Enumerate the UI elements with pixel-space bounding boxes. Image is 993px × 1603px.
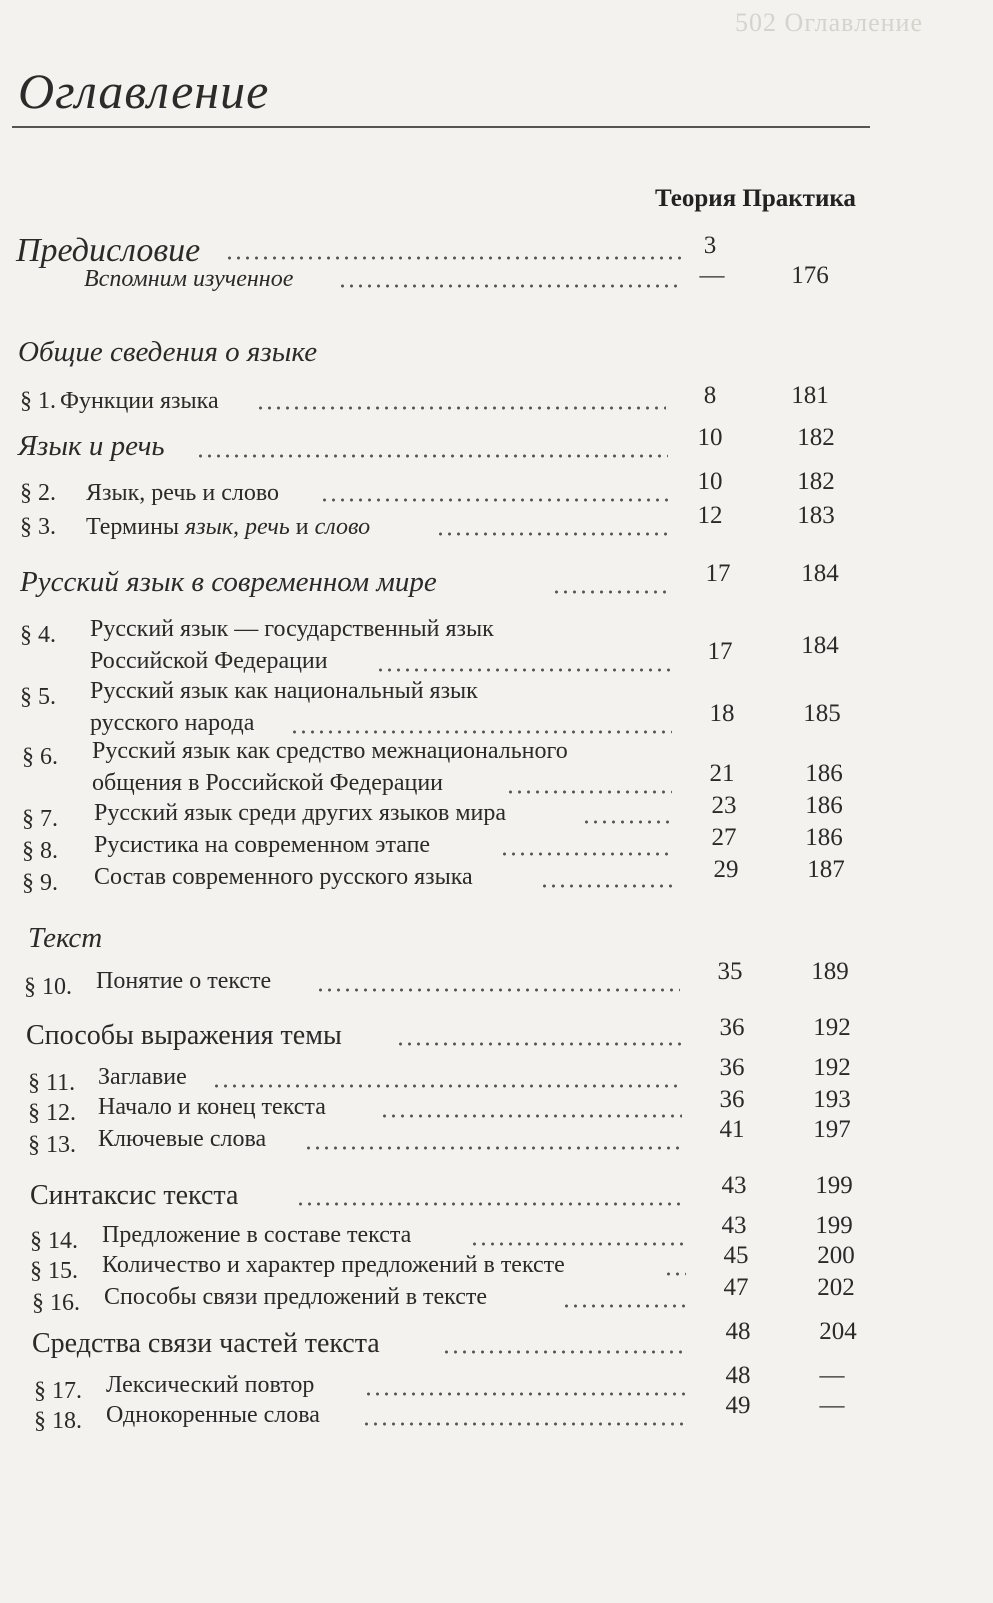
theory-page: 48 bbox=[725, 1318, 751, 1345]
practice-page: 192 bbox=[813, 1014, 851, 1041]
toc-row bbox=[0, 1116, 993, 1160]
page-title: Оглавление bbox=[18, 63, 270, 119]
theory-page: 29 bbox=[713, 856, 739, 883]
leader-dots bbox=[304, 1146, 684, 1150]
practice-page: 183 bbox=[797, 502, 835, 529]
practice-page: 184 bbox=[801, 560, 839, 587]
item-number: § 13. bbox=[28, 1132, 76, 1158]
theory-page: 47 bbox=[723, 1274, 749, 1301]
toc-row bbox=[0, 336, 993, 370]
item-number: § 2. bbox=[20, 480, 56, 506]
leader-dots bbox=[225, 256, 685, 260]
item-label: Русский язык как национальный язык bbox=[90, 678, 478, 704]
toc-row bbox=[0, 856, 993, 898]
theory-page: 10 bbox=[697, 468, 723, 495]
item-number: § 12. bbox=[28, 1100, 76, 1126]
item-label-line2: общения в Российской Федерации bbox=[92, 770, 444, 796]
toc-row bbox=[0, 1014, 993, 1054]
section-label: Текст bbox=[28, 922, 103, 954]
leader-dots bbox=[552, 590, 670, 594]
leader-dots bbox=[442, 1350, 686, 1354]
toc-row bbox=[0, 262, 993, 296]
practice-page: 197 bbox=[813, 1116, 851, 1143]
item-label: Вспомним изученное bbox=[84, 266, 294, 292]
toc-row bbox=[0, 424, 993, 464]
theory-page: 27 bbox=[711, 824, 737, 851]
practice-page: 202 bbox=[817, 1274, 855, 1301]
item-number: § 9. bbox=[22, 870, 58, 896]
leader-dots bbox=[500, 852, 674, 856]
leader-dots bbox=[256, 406, 666, 410]
toc-row bbox=[0, 1318, 993, 1362]
practice-page: 187 bbox=[807, 856, 845, 883]
toc-row bbox=[0, 1392, 993, 1436]
item-number: § 16. bbox=[32, 1290, 80, 1316]
leader-dots bbox=[290, 730, 672, 734]
item-label: Язык, речь и слово bbox=[86, 480, 279, 506]
practice-page: 182 bbox=[797, 424, 835, 451]
practice-page: — bbox=[819, 1362, 845, 1389]
toc-row bbox=[0, 958, 993, 1002]
leader-dots bbox=[320, 498, 668, 502]
item-number: § 6. bbox=[22, 744, 58, 770]
section-label: Общие сведения о языке bbox=[18, 336, 318, 368]
theory-page: 43 bbox=[721, 1172, 747, 1199]
theory-page: 48 bbox=[725, 1362, 751, 1389]
practice-page: 193 bbox=[813, 1086, 851, 1113]
toc-row bbox=[0, 1274, 993, 1318]
leader-dots bbox=[396, 1042, 682, 1046]
theory-page: 3 bbox=[703, 232, 717, 259]
item-label: Заглавие bbox=[98, 1064, 187, 1090]
theory-page: 43 bbox=[721, 1212, 747, 1239]
practice-page: 189 bbox=[811, 958, 849, 985]
item-number: § 15. bbox=[30, 1258, 78, 1284]
item-number: § 18. bbox=[34, 1408, 82, 1434]
leader-dots bbox=[380, 1114, 682, 1118]
item-number: § 17. bbox=[34, 1378, 82, 1404]
item-label-line2: Российской Федерации bbox=[90, 648, 328, 674]
leader-dots bbox=[506, 790, 672, 794]
leader-dots bbox=[196, 454, 668, 458]
item-label: Состав современного русского языка bbox=[94, 864, 473, 890]
theory-page: 36 bbox=[719, 1014, 745, 1041]
subsection-label: Средства связи частей текста bbox=[32, 1328, 380, 1359]
item-number: § 14. bbox=[30, 1228, 78, 1254]
practice-page: 186 bbox=[805, 824, 843, 851]
bleed-through-header: 502 Оглавление bbox=[735, 8, 923, 37]
section-label: Язык и речь bbox=[18, 430, 165, 462]
leader-dots bbox=[376, 668, 670, 672]
practice-page: 200 bbox=[817, 1242, 855, 1269]
item-number: § 7. bbox=[22, 806, 58, 832]
toc-row bbox=[0, 922, 993, 956]
practice-page: 182 bbox=[797, 468, 835, 495]
toc-row bbox=[0, 502, 993, 542]
item-label: Русский язык среди других языков мира bbox=[94, 800, 507, 826]
theory-page: 12 bbox=[697, 502, 723, 529]
item-label: Начало и конец текста bbox=[98, 1094, 326, 1120]
item-label: Русистика на современном этапе bbox=[94, 832, 431, 858]
practice-page: 204 bbox=[819, 1318, 857, 1345]
leader-dots bbox=[540, 884, 676, 888]
section-label: Русский язык в современном мире bbox=[20, 566, 437, 598]
toc-row bbox=[0, 232, 993, 269]
theory-page: 41 bbox=[719, 1116, 745, 1143]
leader-dots bbox=[296, 1202, 684, 1206]
item-label: Понятие о тексте bbox=[96, 968, 272, 994]
item-number: § 4. bbox=[20, 622, 56, 648]
item-label: Количество и характер предложений в тексте bbox=[102, 1252, 565, 1278]
practice-page: 184 bbox=[801, 632, 839, 659]
leader-dots bbox=[582, 820, 674, 824]
item-number: § 1. bbox=[20, 388, 56, 414]
theory-page: 45 bbox=[723, 1242, 749, 1269]
leader-dots bbox=[470, 1242, 684, 1246]
leader-dots bbox=[362, 1422, 686, 1426]
practice-page: 199 bbox=[815, 1172, 853, 1199]
practice-page: 186 bbox=[805, 760, 843, 787]
item-number: § 5. bbox=[20, 684, 56, 710]
practice-page: 186 bbox=[805, 792, 843, 819]
leader-dots bbox=[436, 532, 668, 536]
practice-page: 199 bbox=[815, 1212, 853, 1239]
item-number: § 10. bbox=[24, 974, 72, 1000]
leader-dots bbox=[338, 284, 683, 288]
theory-page: 35 bbox=[717, 958, 743, 985]
col-theory-label: Теория bbox=[655, 185, 737, 212]
item-label: Предложение в составе текста bbox=[102, 1222, 412, 1248]
theory-page: 36 bbox=[719, 1086, 745, 1113]
title-rule bbox=[12, 126, 870, 128]
item-label: Функции языка bbox=[60, 388, 219, 414]
leader-dots bbox=[364, 1392, 686, 1396]
subsection-label: Синтаксис текста bbox=[30, 1180, 239, 1211]
toc-row bbox=[0, 382, 993, 416]
theory-page: 17 bbox=[705, 560, 731, 587]
item-number: § 11. bbox=[28, 1070, 76, 1096]
item-label: Однокоренные слова bbox=[106, 1402, 320, 1428]
column-headers bbox=[655, 185, 856, 213]
section-label: Предисловие bbox=[16, 232, 201, 269]
theory-page: 49 bbox=[725, 1392, 751, 1419]
col-practice-label: Практика bbox=[742, 185, 856, 212]
subsection-label: Способы выражения темы bbox=[26, 1020, 342, 1051]
leader-dots bbox=[212, 1084, 682, 1088]
practice-page: 181 bbox=[791, 382, 829, 409]
theory-page: 8 bbox=[703, 382, 717, 409]
item-label: Термины язык, речь и слово bbox=[86, 514, 371, 540]
item-label: Способы связи предложений в тексте bbox=[104, 1284, 488, 1310]
item-label: Русский язык — государственный язык bbox=[90, 616, 494, 642]
practice-page: 192 bbox=[813, 1054, 851, 1081]
toc-row bbox=[0, 1172, 993, 1214]
item-label: Лексический повтор bbox=[106, 1372, 315, 1398]
toc-row bbox=[0, 616, 993, 686]
item-label: Русский язык как средство межнационального bbox=[92, 738, 568, 764]
item-label: Ключевые слова bbox=[98, 1126, 267, 1152]
theory-page: — bbox=[699, 262, 725, 289]
item-number: § 8. bbox=[22, 838, 58, 864]
theory-page: 17 bbox=[707, 638, 733, 665]
theory-page: 18 bbox=[709, 700, 735, 727]
theory-page: 23 bbox=[711, 792, 737, 819]
theory-page: 36 bbox=[719, 1054, 745, 1081]
item-number: § 3. bbox=[20, 514, 56, 540]
practice-page: 185 bbox=[803, 700, 841, 727]
leader-dots bbox=[664, 1272, 686, 1276]
theory-page: 21 bbox=[709, 760, 735, 787]
leader-dots bbox=[562, 1304, 686, 1308]
item-label-line2: русского народа bbox=[90, 710, 255, 736]
leader-dots bbox=[316, 988, 680, 992]
toc-row bbox=[0, 560, 993, 600]
theory-page: 10 bbox=[697, 424, 723, 451]
practice-page: 176 bbox=[791, 262, 829, 289]
practice-page: — bbox=[819, 1392, 845, 1419]
